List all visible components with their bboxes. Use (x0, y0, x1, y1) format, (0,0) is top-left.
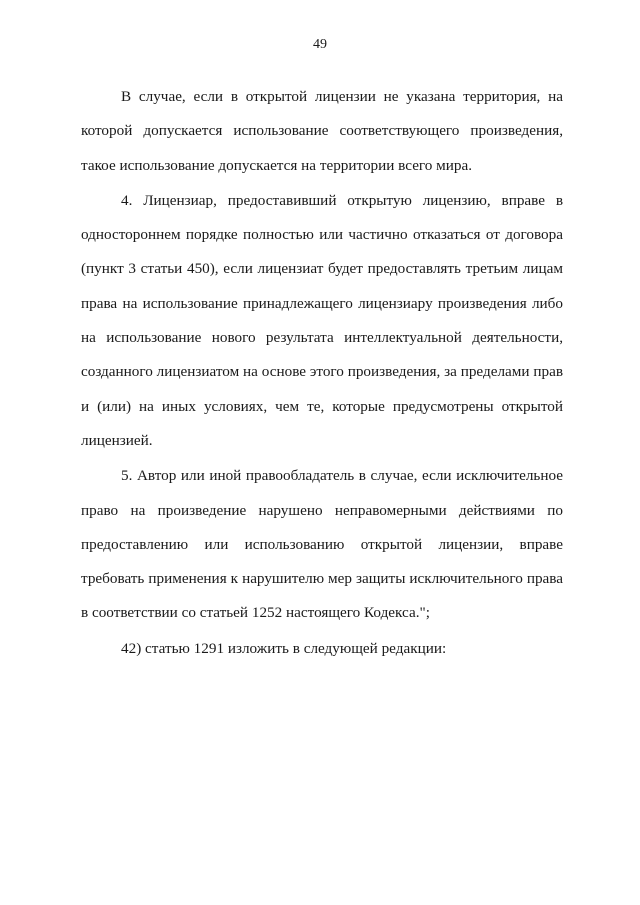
body-text (81, 80, 563, 666)
paragraph-territory: В случае, если в открытой лицензии не указана территория, на которой допускается использование соответствующего произведения, такое использование допускается на территории всего мира. (81, 88, 563, 174)
paragraph-item-42: 42) статью 1291 изложить в следующей редакции: (121, 639, 447, 657)
page-number: 49 (313, 37, 327, 52)
paragraph-item-4: 4. Лицензиар, предоставивший открытую лицензию, вправе в одностороннем порядке полностью или частично отказаться от договора (пункт 3 статьи 450), если лицензиат будет предоставлять третьим лицам права на использование принадлежащего лицензиару произведения либо на использование нового результата интеллектуальной деятельности, созданного лицензиатом на основе этого произведения, за пределами прав и (или) на иных условиях, чем те, которые предусмотрены открытой лицензией. (81, 191, 563, 449)
paragraph-item-5: 5. Автор или иной правообладатель в случае, если исключительное право на произведение нарушено неправомерными действиями по предоставлению или использованию открытой лицензии, вправе требовать применения к нарушителю мер защиты исключительного права в соответствии со статьей 1252 настоящего Кодекса."; (81, 467, 563, 622)
